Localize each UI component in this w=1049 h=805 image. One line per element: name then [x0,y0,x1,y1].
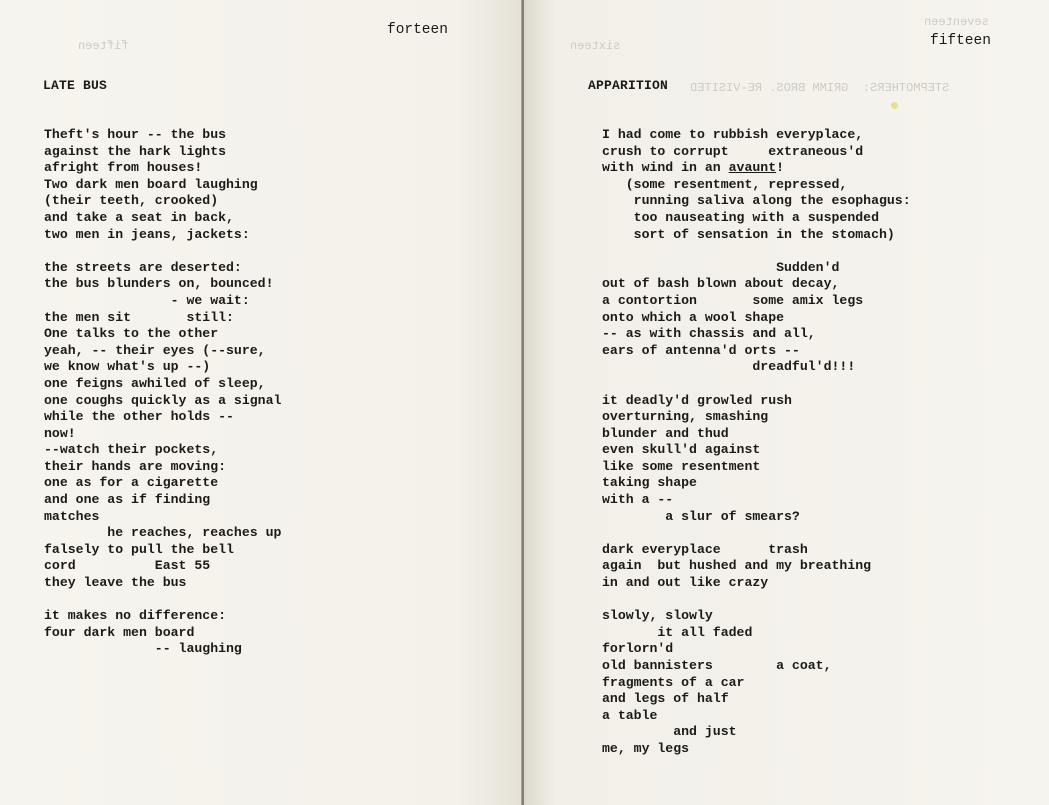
poem-line: it deadly'd growled rush [602,392,792,408]
poem-line: running saliva along the esophagus: [602,193,911,209]
poem-line: matches [44,508,100,524]
poem-line: two men in jeans, jackets: [44,226,250,242]
poem-line: out of bash blown about decay, [602,276,840,292]
poem-title-late-bus: LATE BUS [43,78,108,93]
poem-line: and just [602,724,737,740]
poem-line: sort of sensation in the stomach) [602,226,895,242]
underlined-word: avaunt [728,160,777,176]
bleed-through-heading: STEPMOTHERS: GRIMM BROS. RE-VISITED [690,81,950,95]
poem-late-bus [44,127,281,658]
poem-line: overturning, smashing [602,409,769,425]
poem-line: yeah, -- their eyes (--sure, [44,342,266,358]
poem-line: and take a seat in back, [44,209,234,225]
bleed-through-folio-left: fifteen [78,39,129,53]
poem-line: the bus blunders on, bounced! [44,276,274,292]
poem-line: forlorn'd [602,641,674,657]
paper-stain-mark [891,102,898,109]
poem-line: one coughs quickly as a signal [44,392,282,408]
poem-title-apparition: APPARITION [588,78,669,93]
poem-line [602,525,911,542]
poem-line: falsely to pull the bell [44,541,234,557]
poem-line: blunder and thud [602,425,729,441]
poem-line: Theft's hour -- the bus [44,127,227,142]
poem-line: - we wait: [44,292,250,308]
poem-line: and one as if finding [44,492,211,508]
poem-line: with a -- [602,492,674,508]
poem-line: like some resentment [602,458,761,474]
poem-line: -- as with chassis and all, [602,326,816,342]
poem-line: --watch their pockets, [44,442,219,458]
poem-line [44,592,281,609]
poem-line: (their teeth, crooked) [44,193,219,209]
poem-line: he reaches, reaches up [44,525,282,541]
left-page [0,0,522,805]
poem-line: even skull'd against [602,442,761,458]
poem-line: (some resentment, repressed, [602,176,848,192]
poem-line: it makes no difference: [44,608,227,624]
poem-line: their hands are moving: [44,458,227,474]
poem-line: with wind in an avaunt! [602,160,785,176]
poem-line: a table [602,707,658,723]
poem-line: dreadful'd!!! [602,359,856,375]
poem-line: against the hark lights [44,143,227,159]
page-number-right: fifteen [930,33,991,49]
poem-line: too nauseating with a suspended [602,209,879,225]
poem-line [602,376,911,393]
poem-line: fragments of a car [602,674,745,690]
poem-line: they leave the bus [44,575,187,591]
poem-line: one as for a cigarette [44,475,219,491]
poem-line: Sudden'd [602,259,840,275]
poem-line [602,592,911,609]
poem-line: the men sit still: [44,309,234,325]
poem-line: the streets are deserted: [44,259,242,275]
poem-line: old bannisters a coat, [602,658,832,673]
poem-line: it all faded [602,624,753,640]
poem-line: now! [44,425,76,441]
poem-line: ears of antenna'd orts -- [602,342,800,358]
poem-line: crush to corrupt extraneous'd [602,143,864,159]
poem-apparition [602,127,911,758]
poem-line: we know what's up --) [44,359,211,375]
poem-line: cord East 55 [44,558,211,574]
bleed-through-folio-far-right: seventeen [924,15,989,29]
poem-line: a contortion some amix legs [602,292,864,308]
poem-line: and legs of half [602,691,729,707]
poem-line: I had come to rubbish everyplace, [602,127,864,142]
poem-line [44,243,281,260]
right-page [524,0,1049,805]
poem-line: four dark men board [44,624,195,640]
poem-line: afright from houses! [44,160,203,176]
poem-line: dark everyplace trash [602,541,808,557]
poem-line [602,243,911,260]
poem-line: -- laughing [44,641,242,657]
poem-line: again but hushed and my breathing [602,558,872,574]
poem-line: in and out like crazy [602,575,769,591]
poem-line: One talks to the other [44,326,219,342]
poem-line: a slur of smears? [602,508,800,524]
poem-line: taking shape [602,475,697,491]
poem-line: one feigns awhiled of sleep, [44,375,266,391]
bleed-through-folio-right: sixteen [570,39,621,53]
poem-line: while the other holds -- [44,409,234,425]
poem-line: Two dark men board laughing [44,176,258,192]
poem-line: onto which a wool shape [602,309,785,325]
poem-line: slowly, slowly [602,608,713,624]
page-number-left: forteen [387,22,448,38]
poem-line: me, my legs [602,740,690,756]
